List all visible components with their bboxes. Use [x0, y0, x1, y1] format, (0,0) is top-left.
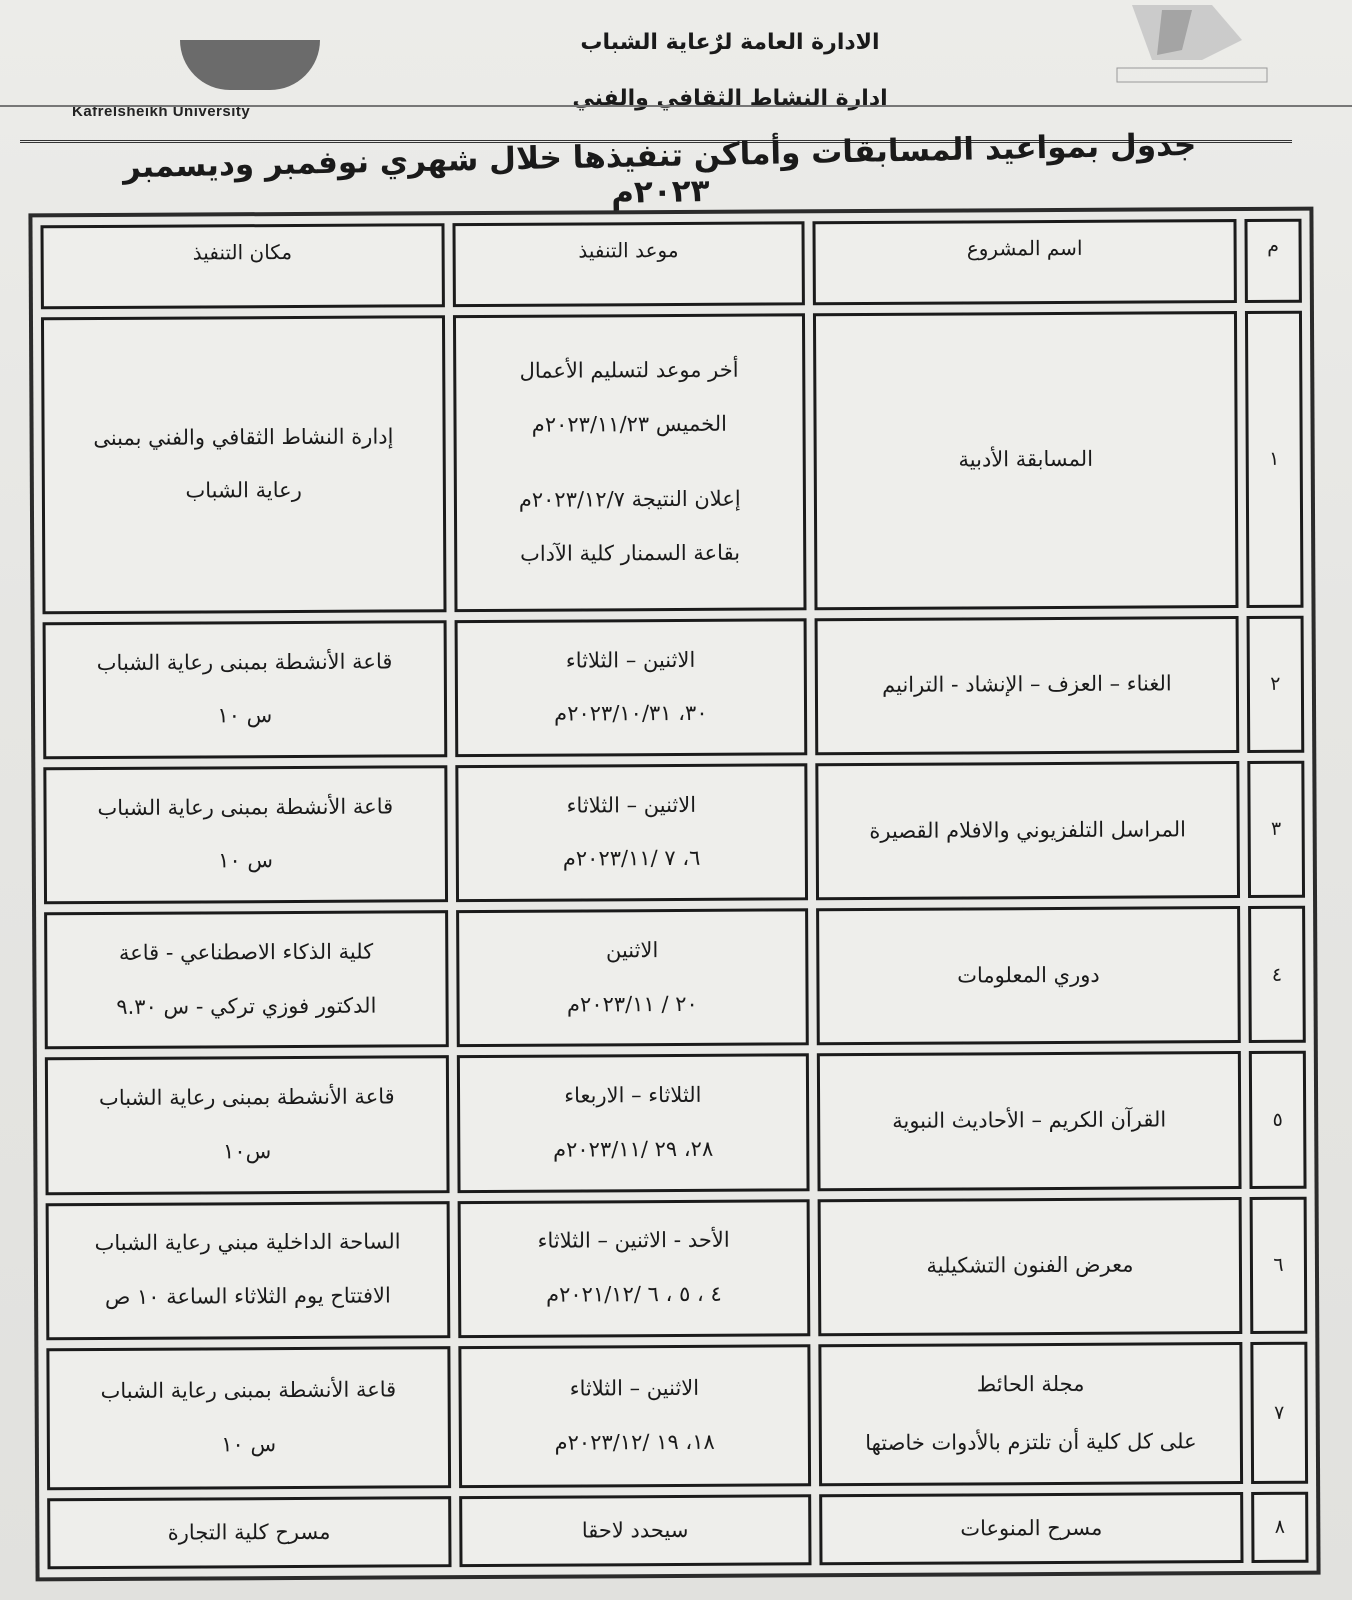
cell-date-line: ٤ ، ٥ ، ٦ /٢٠٢١/١٢م — [546, 1281, 722, 1307]
cell-project-line: على كل كلية أن تلتزم بالأدوات خاصتها — [865, 1429, 1197, 1455]
cell-date-line: الاثنين – الثلاثاء — [565, 647, 696, 673]
cell-date — [454, 618, 807, 757]
cell-place-line: س ١٠ — [218, 848, 274, 873]
table-row — [41, 311, 1304, 614]
cell-date-line: ٣٠، ٢٠٢٣/١٠/٣١م — [554, 701, 708, 726]
cell-place-line: كلية الذكاء الاصطناعي - قاعة — [118, 939, 374, 965]
table-row — [43, 615, 1305, 759]
table-row — [45, 1051, 1307, 1195]
header-place: مكان التنفيذ — [40, 223, 444, 309]
cell-place-line: الساحة الداخلية مبني رعاية الشباب — [94, 1229, 401, 1256]
cell-project-line: مسرح المنوعات — [960, 1515, 1103, 1541]
cell-date-line: أخر موعد لتسليم الأعمال — [519, 357, 739, 383]
cell-place-line: إدارة النشاط الثقافي والفني بمبنى — [93, 424, 394, 450]
header-line-2: ادارة النشاط الثقافي والفني — [572, 86, 888, 111]
cell-project-line: دوري المعلومات — [957, 962, 1100, 988]
cell-place-line: س ١٠ — [217, 703, 273, 728]
cell-date-line: الاثنين — [605, 938, 659, 963]
schedule-table-frame — [28, 207, 1320, 1582]
university-name: Kafrelsheikh University — [72, 103, 251, 120]
cell-project — [818, 1197, 1243, 1336]
cell-project — [818, 1342, 1243, 1486]
cell-date — [456, 908, 809, 1047]
cell-num: ٥ — [1249, 1051, 1307, 1189]
cell-place-line: رعاية الشباب — [185, 478, 302, 503]
university-logo — [60, 40, 280, 100]
cell-place — [44, 910, 448, 1049]
cell-place-line: قاعة الأنشطة بمبنى رعاية الشباب — [100, 1377, 397, 1404]
cell-project — [815, 761, 1240, 900]
table-row — [44, 906, 1306, 1050]
logo-mark — [180, 40, 320, 90]
cell-project — [819, 1492, 1243, 1565]
header-num: م — [1244, 219, 1301, 303]
cell-spacer — [832, 1402, 1230, 1426]
cell-place — [43, 765, 447, 904]
cell-project-line: معرض الفنون التشكيلية — [926, 1252, 1134, 1278]
cell-num: ٦ — [1250, 1196, 1308, 1334]
cell-place-line: الدكتور فوزي تركي - س ٩.٣٠ — [116, 993, 377, 1019]
cell-num: ٧ — [1250, 1341, 1308, 1483]
cell-spacer — [466, 442, 793, 466]
table-row — [46, 1341, 1308, 1490]
cell-date-line: إعلان النتيجة ٢٠٢٣/١٢/٧م — [518, 486, 741, 513]
cell-num: ٢ — [1247, 615, 1305, 753]
cell-place — [43, 620, 447, 759]
cell-date — [455, 763, 808, 902]
cell-project-line: المراسل التلفزيوني والافلام القصيرة — [869, 816, 1187, 843]
document-title: جدول بمواعيد المسابقات وأماكن تنفيذها خلال شهري نوفمبر وديسمبر ٢٠٢٣م — [122, 126, 1197, 212]
corner-emblem-icon — [1092, 0, 1282, 100]
header-rule — [0, 105, 1352, 107]
cell-num: ١ — [1245, 311, 1304, 608]
cell-project — [815, 616, 1240, 755]
cell-date-line: الخميس ٢٠٢٣/١١/٢٣م — [531, 411, 727, 437]
cell-date — [459, 1494, 812, 1567]
cell-place-line: قاعة الأنشطة بمبنى رعاية الشباب — [98, 1084, 395, 1111]
cell-date-line: ٢٠ / ٢٠٢٣/١١م — [566, 991, 698, 1017]
cell-date-line: ٢٨، ٢٩ /٢٠٢٣/١١م — [553, 1136, 714, 1162]
cell-place-line: قاعة الأنشطة بمبنى رعاية الشباب — [96, 649, 393, 675]
cell-date — [458, 1344, 811, 1488]
cell-project-line: القرآن الكريم – الأحاديث النبوية — [892, 1107, 1167, 1133]
header-line-1: الادارة العامة لرٌعاية الشباب — [580, 30, 880, 55]
cell-place — [45, 1055, 449, 1194]
table-header-row — [40, 219, 1301, 310]
cell-date — [457, 1199, 810, 1338]
cell-place-line: س١٠ — [222, 1139, 272, 1164]
cell-num: ٨ — [1251, 1492, 1308, 1563]
cell-place — [47, 1496, 451, 1569]
cell-date-line: بقاعة السمنار كلية الآداب — [519, 540, 741, 566]
cell-place — [46, 1346, 450, 1490]
cell-date-line: ٦، ٧ /٢٠٢٣/١١م — [562, 846, 701, 872]
cell-num: ٣ — [1247, 761, 1305, 899]
table-row — [43, 761, 1305, 905]
cell-date-line: ١٨، ١٩ /٢٠٢٣/١٢م — [554, 1429, 715, 1455]
cell-place-line: الافتتاح يوم الثلاثاء الساعة ١٠ ص — [104, 1283, 391, 1310]
cell-date-line: سيحدد لاحقا — [581, 1517, 689, 1543]
cell-place — [41, 315, 446, 614]
header-date: موعد التنفيذ — [452, 221, 805, 307]
cell-project — [816, 906, 1241, 1045]
cell-project — [817, 1051, 1242, 1190]
cell-date-line: الثلاثاء – الاربعاء — [564, 1083, 702, 1108]
cell-num: ٤ — [1248, 906, 1306, 1044]
cell-date-line: الاثنين – الثلاثاء — [566, 792, 697, 818]
cell-place-line: س ١٠ — [221, 1431, 277, 1457]
cell-project — [813, 311, 1238, 610]
cell-project-line: المسابقة الأدبية — [958, 447, 1094, 472]
cell-date — [452, 313, 806, 611]
cell-date — [456, 1054, 809, 1193]
cell-place-line: قاعة الأنشطة بمبنى رعاية الشباب — [97, 794, 394, 820]
cell-date-line: الاثنين – الثلاثاء — [569, 1375, 700, 1401]
schedule-table — [32, 211, 1316, 1578]
cell-place — [46, 1201, 450, 1340]
cell-place-line: مسرح كلية التجارة — [167, 1519, 331, 1545]
table-row — [46, 1196, 1308, 1340]
cell-project-line: الغناء – العزف – الإنشاد - الترانيم — [882, 671, 1172, 698]
table-row — [47, 1492, 1308, 1570]
cell-date-line: الأحد - الاثنين – الثلاثاء — [537, 1228, 730, 1254]
cell-project-line: مجلة الحائط — [976, 1371, 1085, 1397]
header-project: اسم المشروع — [813, 219, 1237, 305]
